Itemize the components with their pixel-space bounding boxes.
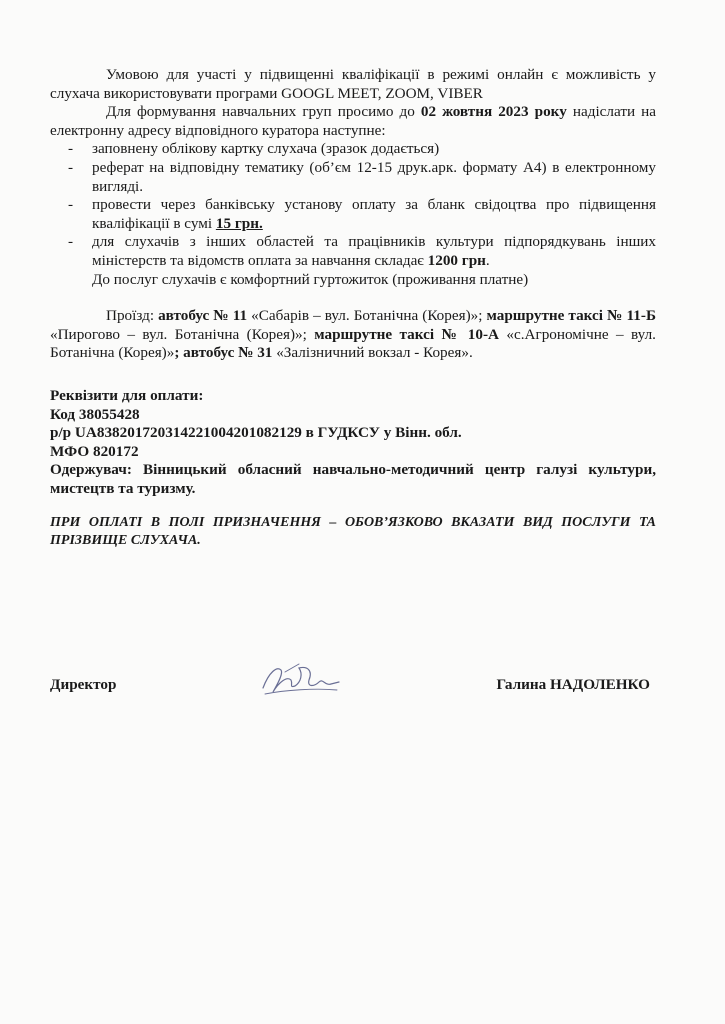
edrpou-code: Код 38055428 xyxy=(50,405,140,423)
requisites-title: Реквізити для оплати: xyxy=(50,386,204,404)
mfo-code: МФО 820172 xyxy=(50,442,139,460)
submission-paragraph: Для формування навчальних груп просимо до 02 жовтня 2023 року надіслати на електронну адресу відповідного куратора наступне: xyxy=(50,103,656,139)
certificate-fee: 15 грн. xyxy=(215,214,263,232)
recipient: Одержувач: Вінницький обласний навчально-методичний центр галузі культури, мистецтв та туризму. xyxy=(50,461,656,497)
online-requirement-paragraph: Умовою для участі у підвищенні кваліфікації в режимі онлайн є можливість у слухача використовувати програми GOOGL MEET, ZOOM, VIBER xyxy=(50,66,656,102)
handwritten-signature xyxy=(255,658,345,702)
list-item: - провести через банківську установу оплату за бланк свідоцтва про підвищення кваліфікації в сумі 15 грн. xyxy=(50,196,656,233)
director-name: Галина НАДОЛЕНКО xyxy=(496,676,650,693)
payment-warning: ПРИ ОПЛАТІ В ПОЛІ ПРИЗНАЧЕННЯ – ОБОВ’ЯЗКОВО ВКАЗАТИ ВИД ПОСЛУГИ ТА ПРІЗВИЩЕ СЛУХАЧА. xyxy=(50,515,656,549)
director-title: Директор xyxy=(50,676,117,693)
deadline-date: 02 жовтня 2023 року xyxy=(420,103,567,121)
bank-account: р/р UA838201720314221004201082129 в ГУДКСУ у Вінн. обл. xyxy=(50,424,462,442)
list-item: - реферат на відповідну тематику (об’єм 12-15 друк.арк. формату А4) в електронному вигляді. xyxy=(50,159,656,196)
requirements-list xyxy=(50,140,656,270)
signature-row xyxy=(50,672,650,712)
transport-paragraph: Проїзд: автобус № 11 «Сабарів – вул. Ботанічна (Корея)»; маршрутне таксі № 11-Б «Пирогово – вул. Ботанічна (Корея)»; маршрутне таксі № 10-А «с.Агрономічне – вул. Ботанічна (Корея)»; автобус № 31 «Залізничний вокзал - Корея». xyxy=(50,307,656,362)
letter-body xyxy=(50,66,656,550)
list-item: - для слухачів з інших областей та працівників культури підпорядкувань інших міністерств та відомств оплата за навчання складає 1200 грн. xyxy=(50,233,656,270)
list-item: - заповнену облікову картку слухача (зразок додається) xyxy=(50,140,656,159)
dormitory-note: До послуг слухачів є комфортний гуртожиток (проживання платне) xyxy=(92,270,529,288)
payment-requisites xyxy=(50,387,656,499)
tuition-fee: 1200 грн xyxy=(427,251,486,269)
